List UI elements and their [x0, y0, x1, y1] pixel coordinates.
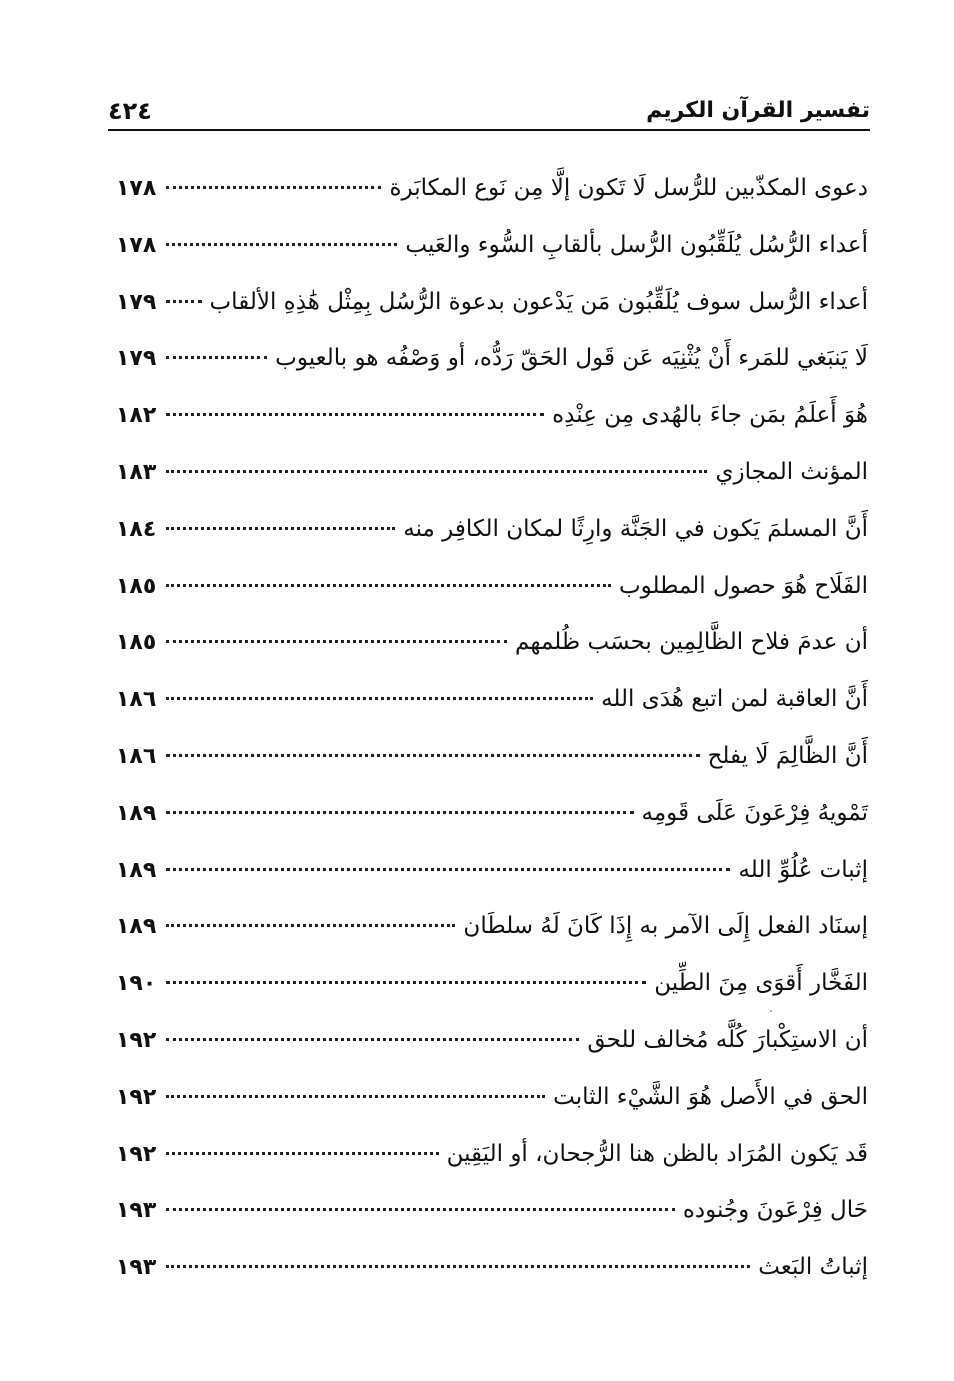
toc-entry-page: ١٨٩: [116, 800, 157, 826]
dot-leader: [166, 243, 397, 246]
toc-entry-title: المؤنث المجازي: [715, 458, 868, 485]
dot-leader: [166, 356, 267, 359]
toc-entry-page: ١٩٢: [116, 1084, 157, 1110]
toc-entry-title: أَنَّ العاقبة لمن اتبع هُدَى الله: [601, 686, 868, 713]
header-rule: [108, 129, 870, 131]
toc-entry: [116, 955, 868, 1012]
dot-leader: [166, 300, 202, 303]
toc-entry: [116, 785, 868, 842]
dot-leader: [166, 640, 507, 643]
toc-entry: [116, 842, 868, 899]
dot-leader: [166, 1208, 675, 1211]
toc-entry-title: أن عدمَ فلاح الظَّالِمِين بحسَب ظُلمهم: [515, 629, 868, 656]
toc-entry-page: ١٩٣: [116, 1255, 157, 1281]
toc-entry-page: ١٧٩: [116, 346, 157, 372]
toc-entry: [116, 1069, 868, 1126]
toc-entry-page: ١٩٠: [116, 971, 157, 997]
dot-leader: [166, 811, 634, 814]
toc-entry: [116, 671, 868, 728]
toc-entry-title: الحق في الأَصل هُوَ الشَّيْء الثابت: [553, 1083, 868, 1110]
dot-leader: [166, 1152, 439, 1155]
page-number: ٤٢٤: [108, 97, 152, 125]
toc-entry: [116, 387, 868, 444]
toc-entry-title: حَال فِرْعَونَ وجُنوده: [682, 1197, 868, 1224]
toc-entry-page: ١٨٣: [116, 459, 157, 485]
toc-entry-page: ١٨٢: [116, 403, 157, 429]
toc-entry: [116, 558, 868, 615]
toc-entry-title: أَنَّ المسلمَ يَكون في الجَنَّة وارِثًا لمكان الكافِر منه: [403, 515, 868, 542]
dot-leader: [166, 413, 544, 416]
dot-leader: [166, 981, 646, 984]
dot-leader: [166, 697, 593, 700]
toc-entry-title: أعداء الرُّسُل يُلَقِّبُون الرُّسل بألقابِ السُّوء والعَيب: [405, 231, 868, 258]
toc-entry-title: تَمْويهُ فِرْعَونَ عَلَى قَومِه: [641, 799, 868, 826]
dot-leader: [166, 754, 700, 757]
dot-leader: [166, 470, 707, 473]
toc-entry-page: ١٨٥: [116, 573, 157, 599]
toc-entry-page: ١٨٦: [116, 687, 157, 713]
toc-entry-page: ١٨٥: [116, 630, 157, 656]
toc-entry-title: هُوَ أَعلَمُ بمَن جاءَ بالهُدى مِن عِنْدِه: [552, 402, 868, 429]
dot-leader: [166, 1038, 579, 1041]
toc-entry-page: ١٧٨: [116, 232, 157, 258]
toc-entry: [116, 501, 868, 558]
table-of-contents: [116, 160, 868, 1296]
toc-entry-title: أن الاستِكْبارَ كُلَّه مُخالف للحق: [587, 1026, 868, 1053]
toc-entry-page: ١٨٦: [116, 743, 157, 769]
toc-entry-title: لَا يَنبَغي للمَرء أَنْ يُثْنِيَه عَن قَول الحَقّ رَدُّه، أو وَصْفُه هو بالعيوب: [275, 345, 868, 372]
dot-leader: [166, 584, 611, 587]
toc-entry-title: الفَلَاح هُوَ حصول المطلوب: [618, 572, 868, 599]
toc-entry: [116, 1126, 868, 1183]
toc-entry-title: إثباتُ البَعث: [758, 1254, 868, 1281]
dot-leader: [166, 1265, 750, 1268]
dot-leader: [166, 527, 395, 530]
toc-entry-title: إسنَاد الفعل إِلَى الآمر به إِذَا كَانَ لَهُ سلطَان: [463, 913, 868, 940]
dot-leader: [166, 186, 381, 189]
toc-entry-title: أعداء الرُّسل سوف يُلَقِّبُون مَن يَدْعون بدعوة الرُّسُل بِمِثْل هَٰذِهِ الألقاب: [209, 288, 868, 315]
dot-leader: [166, 924, 455, 927]
dot-leader: [166, 868, 730, 871]
toc-entry-page: ١٩٢: [116, 1141, 157, 1167]
toc-entry-title: إثبات عُلُوِّ الله: [738, 856, 868, 883]
toc-entry: [116, 1012, 868, 1069]
toc-entry: [116, 898, 868, 955]
toc-entry-title: الفَخَّار أَقوَى مِنَ الطِّين: [654, 970, 868, 997]
book-title: تفسير القرآن الكريم: [646, 98, 870, 123]
toc-entry-title: قَد يَكون المُرَاد بالظن هنا الرُّجحان، أو اليَقِين: [446, 1140, 868, 1167]
toc-entry: [116, 728, 868, 785]
toc-entry-page: ١٩٢: [116, 1027, 157, 1053]
toc-entry-title: دعوى المكذّبين للرُّسل لَا تَكون إلَّا مِن نَوع المكابَرة: [389, 175, 868, 201]
toc-entry: [116, 1182, 868, 1239]
toc-entry-page: ١٧٩: [116, 289, 157, 315]
toc-entry-page: ١٨٩: [116, 857, 157, 883]
toc-entry: [116, 274, 868, 331]
toc-entry: [116, 160, 868, 217]
running-header: [108, 92, 870, 126]
dot-leader: [166, 1095, 545, 1098]
toc-entry-page: ١٩٣: [116, 1198, 157, 1224]
scan-speck: [770, 1010, 772, 1012]
toc-entry: [116, 444, 868, 501]
toc-entry-page: ١٧٨: [116, 176, 157, 201]
toc-entry-page: ١٨٩: [116, 914, 157, 940]
toc-entry: [116, 1239, 868, 1296]
toc-entry-title: أَنَّ الظَّالِمَ لَا يفلح: [707, 742, 868, 769]
toc-entry: [116, 614, 868, 671]
toc-entry: [116, 217, 868, 274]
toc-entry-page: ١٨٤: [116, 516, 157, 542]
toc-entry: [116, 330, 868, 387]
